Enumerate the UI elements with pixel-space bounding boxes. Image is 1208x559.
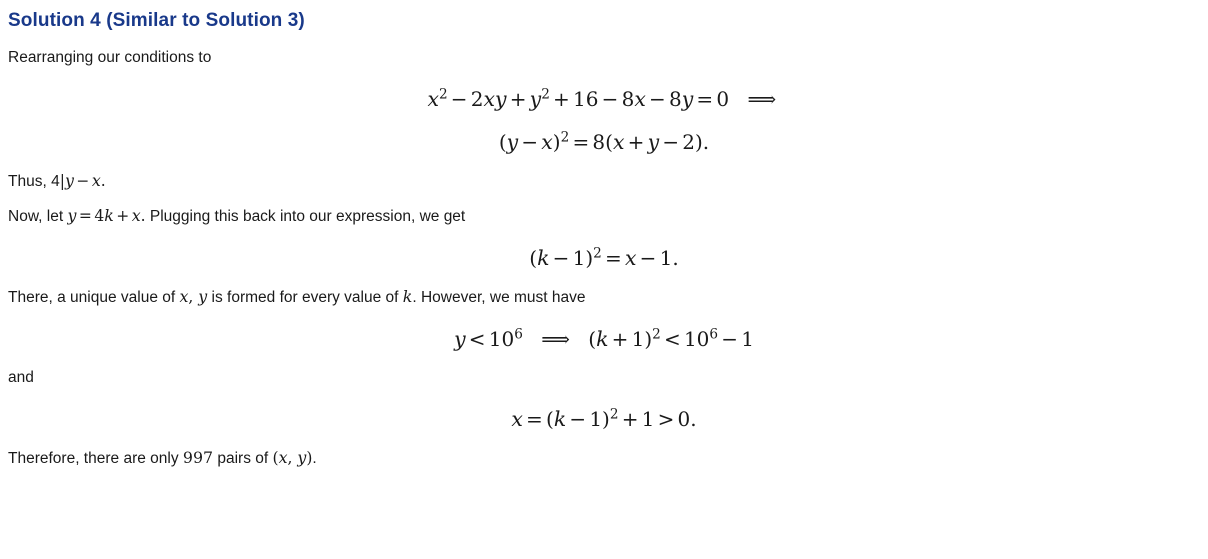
equation-5: $x = (k - 1)^2 + 1 > 0$. [511,406,697,432]
paragraph-now-let-math: y = 4k + x. [67,205,146,225]
paragraph-now-let-prefix: Now, let [8,207,68,225]
paragraph-unique-value [8,285,1208,309]
paragraph-thus [8,169,1208,193]
paragraph-unique-suffix: . However, we must have [412,288,586,306]
conclusion-math: (x, y) [272,448,313,468]
conclusion-suffix: . [312,450,317,468]
conclusion-prefix: Therefore, there are only [8,450,183,468]
paragraph-thus-math: |y − x. [59,171,106,191]
equation-4: $y < 10^6$ ⟹ $(k + 1)^2 < 10^6 - 1$ [454,326,754,351]
conclusion-count: 997 [182,448,214,468]
paragraph-now-let [8,204,1208,228]
equation-2: $(y - x)^2 = 8(x + y - 2)$. [498,129,710,155]
solution-page [0,10,1208,559]
paragraph-conclusion [8,446,1208,470]
paragraph-thus-prefix: Thus, 4 [8,173,60,191]
equation-1: $x^2 - 2xy + y^2 + 16 - 8x - 8y = 0$ ⟹ [427,86,777,112]
paragraph-unique-math2: k [402,286,413,306]
paragraph-unique-prefix: There, a unique value of [8,288,180,306]
paragraph-and: and [8,369,34,386]
page-title: Solution 4 (Similar to Solution 3) [8,10,305,31]
equation-3: $(k - 1)^2 = x - 1$. [529,245,679,270]
paragraph-unique-math1: x, y [179,286,208,306]
paragraph-now-let-suffix: Plugging this back into our expression, we get [145,207,466,225]
conclusion-mid: pairs of [213,450,273,468]
paragraph-rearranging: Rearranging our conditions to [8,49,212,66]
paragraph-unique-mid: is formed for every value of [207,288,403,306]
